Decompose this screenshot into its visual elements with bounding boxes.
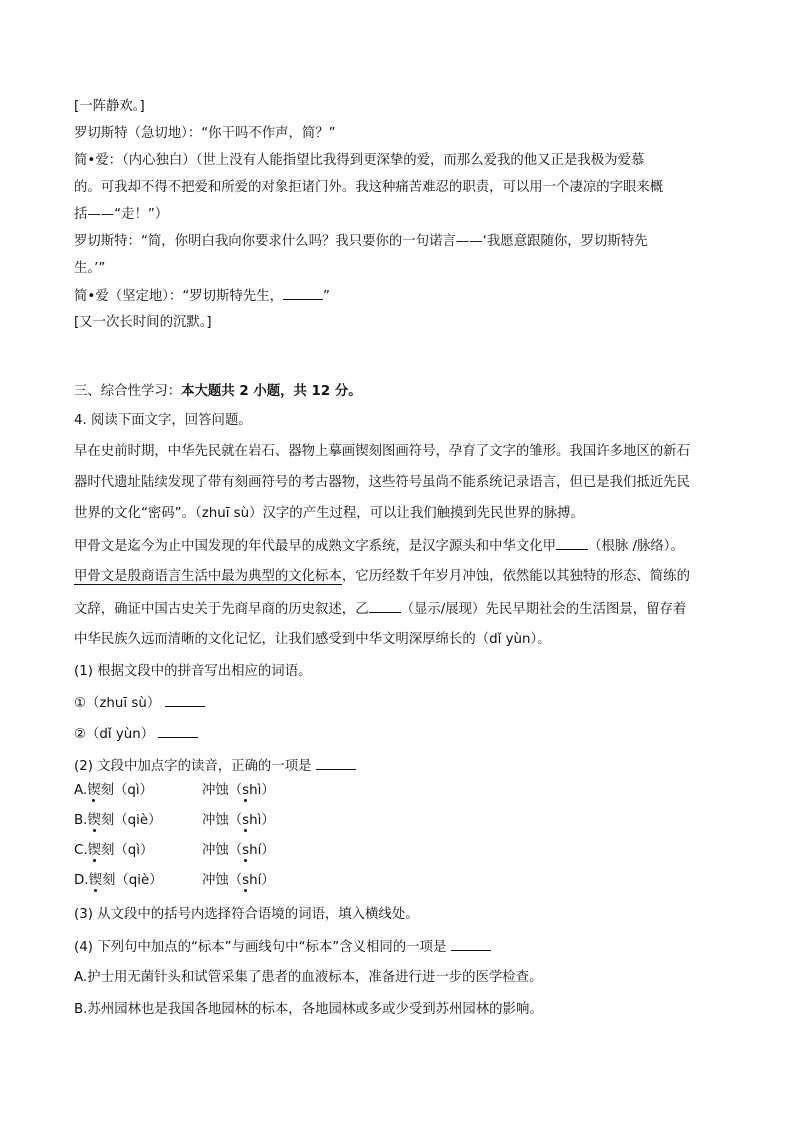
sub-question-item: ②（dǐ yùn） — [74, 725, 198, 744]
passage-line: 甲骨文是迄今为止中国发现的年代最早的成熟文字系统，是汉字源头和中华文化甲 （根脉 /脉络）。 — [74, 539, 684, 554]
passage-line: 中华民族久远而清晰的文化记忆，让我们感受到中华文明深厚绵长的（dǐ yùn）。 — [74, 632, 551, 647]
drama-line: 罗切斯特：“简，你明白我向你要求什么吗？我只要你的一句诺言——‘我愿意跟随你，罗切斯特先 — [74, 234, 648, 249]
passage-line: 文辞，确证中国古史关于先商早商的历史叙述，乙 （显示/展现）先民早期社会的生活图景，留存着 — [74, 602, 687, 617]
drama-line: 简•爱（坚定地）：“罗切斯特先生， ” — [74, 289, 330, 304]
drama-line: [又一次长时间的沉默。] — [74, 315, 212, 330]
sub-question-item: ①（zhuī sù） — [74, 694, 205, 713]
answer-blank[interactable] — [165, 694, 205, 707]
sub-question: (4) 下列句中加点的“标本”与画线句中“标本”含义相同的一项是 — [74, 938, 491, 957]
passage-line: 世界的文化“密码”。（zhuī sù）汉字的产生过程，可以让我们触摸到先民世界的脉搏。 — [74, 506, 584, 521]
answer-blank[interactable] — [556, 537, 588, 550]
drama-line: 的。可我却不得不把爱和所爱的对象拒诸门外。我这种痛苦难忍的职责，可以用一个凄凉的字眼来概 — [74, 180, 664, 195]
sub-question: (3) 从文段中的括号内选择符合语境的词语，填入横线处。 — [74, 907, 419, 922]
underlined-sentence: 甲骨文是殷商语言生活中最为典型的文化标本 — [74, 569, 342, 584]
sub-question: (1) 根据文段中的拼音写出相应的词语。 — [74, 664, 312, 679]
drama-line: 简•爱：（内心独白）（世上没有人能指望比我得到更深挚的爱，而那么爱我的他又正是我极为爱慕 — [74, 153, 645, 168]
section-heading: 三、综合性学习：本大题共 2 小题，共 12 分。 — [74, 384, 362, 399]
drama-line: [一阵静欢。] — [74, 99, 145, 114]
option-c[interactable]: C.锲刻（qì） 冲蚀（shí） — [74, 843, 275, 858]
question-title: 4. 阅读下面文字，回答问题。 — [74, 413, 252, 428]
answer-blank[interactable] — [316, 757, 356, 770]
drama-line: 罗切斯特（急切地）：“你干吗不作声，简？” — [74, 126, 336, 141]
answer-blank[interactable] — [451, 938, 491, 951]
option-b[interactable]: B.锲刻（qiè） 冲蚀（shì） — [74, 813, 275, 828]
option-a[interactable]: A.锲刻（qì） 冲蚀（shì） — [74, 783, 275, 798]
sub-question: (2) 文段中加点字的读音，正确的一项是 — [74, 757, 356, 776]
option-d[interactable]: D.锲刻（qiè） 冲蚀（shí） — [74, 873, 275, 888]
option-b[interactable]: B.苏州园林也是我国各地园林的标本，各地园林或多或少受到苏州园林的影响。 — [74, 1002, 543, 1017]
answer-blank[interactable] — [283, 287, 323, 300]
drama-line: 生。’” — [74, 261, 106, 276]
answer-blank[interactable] — [369, 600, 401, 613]
passage-line: 器时代遗址陆续发现了带有刻画符号的考古器物，这些符号虽尚不能系统记录语言，但已是我们抵近先民 — [74, 475, 690, 490]
answer-blank[interactable] — [158, 725, 198, 738]
drama-line: 括——“走！”） — [74, 207, 169, 222]
passage-line: 甲骨文是殷商语言生活中最为典型的文化标本，它历经数千年岁月冲蚀，依然能以其独特的形态、简练的 — [74, 569, 690, 584]
passage-line: 早在史前时期，中华先民就在岩石、器物上摹画锲刻图画符号，孕育了文字的雏形。我国许多地区的新石 — [74, 444, 690, 459]
option-a[interactable]: A.护士用无菌针头和试管采集了患者的血液标本，准备进行进一步的医学检查。 — [74, 970, 543, 985]
